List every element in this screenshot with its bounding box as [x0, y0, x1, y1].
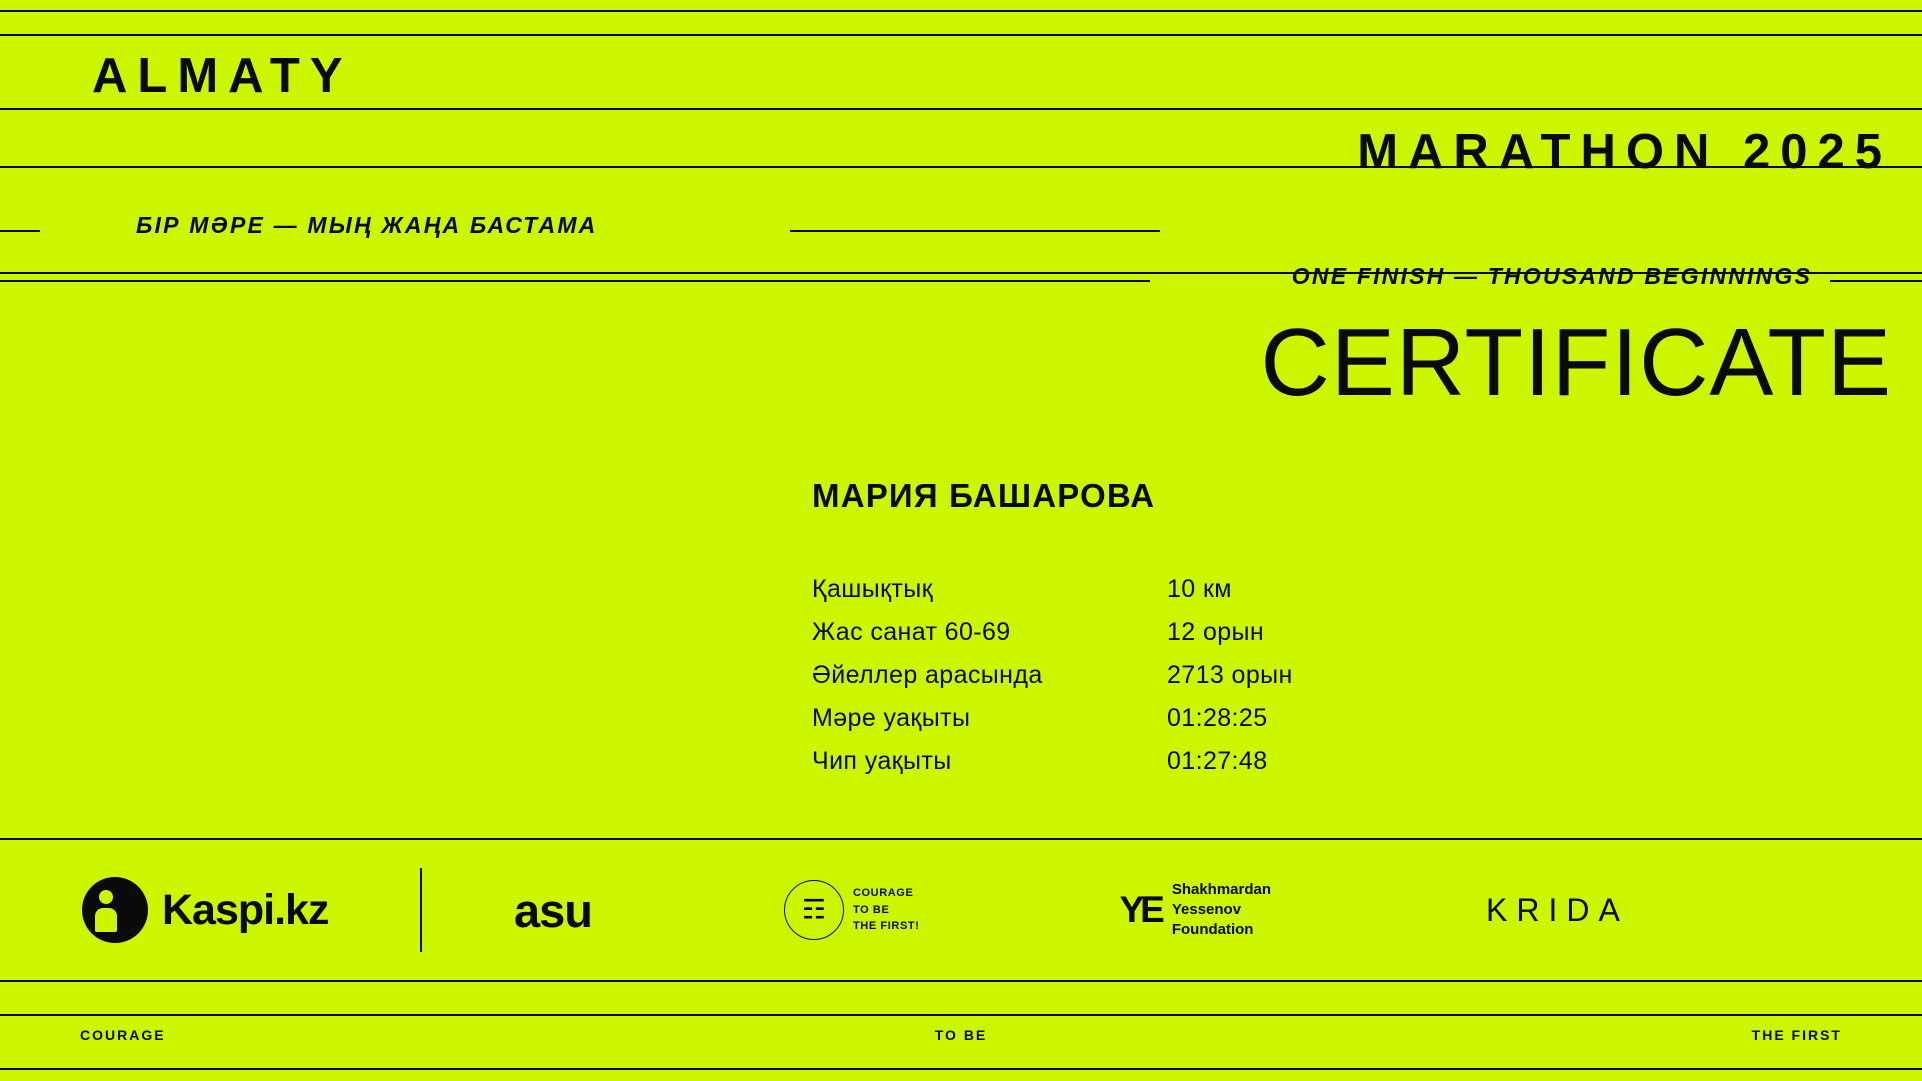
- slogan-kazakh: БІР МӘРЕ — МЫҢ ЖАҢА БАСТАМА: [136, 212, 598, 238]
- sponsor-kaspi: [82, 845, 328, 975]
- table-row: [812, 618, 1612, 647]
- athlete-name: МАРИЯ БАШАРОВА: [812, 477, 1156, 514]
- sponsor-krida-label: KRIDA: [1486, 892, 1629, 928]
- sponsor-asu: [514, 845, 592, 975]
- footer: [0, 1028, 1922, 1054]
- footer-text-left: COURAGE: [80, 1027, 166, 1043]
- divider-line: [0, 108, 1922, 110]
- result-value: 01:28:25: [1167, 704, 1268, 732]
- table-row: [812, 661, 1612, 690]
- sponsor-courage-fund: [784, 845, 920, 975]
- footer-text-center: TO BE: [934, 1027, 988, 1043]
- result-value: 01:27:48: [1167, 747, 1268, 775]
- divider-line-segment: [0, 280, 1150, 282]
- shakhmardan-line-1: Shakhmardan: [1171, 881, 1272, 899]
- event-title: MARATHON 2025: [1357, 125, 1892, 179]
- sponsor-divider: [420, 868, 422, 952]
- table-row: [812, 747, 1612, 776]
- result-label: Қашықтық: [812, 575, 933, 603]
- result-value: 10 км: [1167, 575, 1232, 603]
- courage-line-1: COURAGE: [852, 887, 914, 900]
- divider-line: [0, 10, 1922, 12]
- page-title: CERTIFICATE: [1260, 309, 1892, 416]
- divider-line: [0, 1068, 1922, 1070]
- sponsor-kaspi-label: Kaspi.kz: [162, 885, 329, 934]
- sponsor-krida: [1486, 845, 1629, 975]
- sponsor-shakhmardan-yessenov: [1119, 845, 1271, 975]
- result-label: Мәре уақыты: [812, 704, 971, 732]
- result-value: 2713 орын: [1167, 661, 1293, 689]
- table-row: [812, 575, 1612, 604]
- shakhmardan-line-2: Yessenov: [1171, 901, 1242, 919]
- divider-line: [0, 980, 1922, 982]
- yessenov-monogram-icon: YE: [1119, 889, 1161, 931]
- courage-line-2: TO BE: [852, 903, 890, 916]
- courage-fund-icon: [784, 880, 844, 940]
- result-label: Чип уақыты: [812, 747, 952, 775]
- divider-line: [0, 838, 1922, 840]
- divider-line-segment: [0, 230, 40, 232]
- event-city: ALMATY: [92, 49, 353, 103]
- result-label: Жас санат 60-69: [812, 618, 1011, 646]
- divider-line: [0, 34, 1922, 36]
- kaspi-logo-icon: [82, 877, 148, 943]
- sponsor-bar: [0, 845, 1922, 975]
- results-table: [812, 575, 1612, 790]
- divider-line-segment: [1830, 280, 1922, 282]
- result-value: 12 орын: [1167, 618, 1265, 646]
- sponsor-asu-label: asu: [513, 883, 592, 937]
- divider-line-segment: [790, 230, 1160, 232]
- runner-figure-icon: ☶: [801, 894, 827, 925]
- table-row: [812, 704, 1612, 733]
- shakhmardan-line-3: Foundation: [1171, 920, 1254, 938]
- result-label: Әйеллер арасында: [812, 661, 1043, 689]
- footer-text-right: THE FIRST: [1751, 1027, 1842, 1043]
- courage-line-3: THE FIRST!: [852, 920, 920, 933]
- divider-line: [0, 1014, 1922, 1016]
- slogan-english: ONE FINISH — THOUSAND BEGINNINGS: [1291, 263, 1812, 289]
